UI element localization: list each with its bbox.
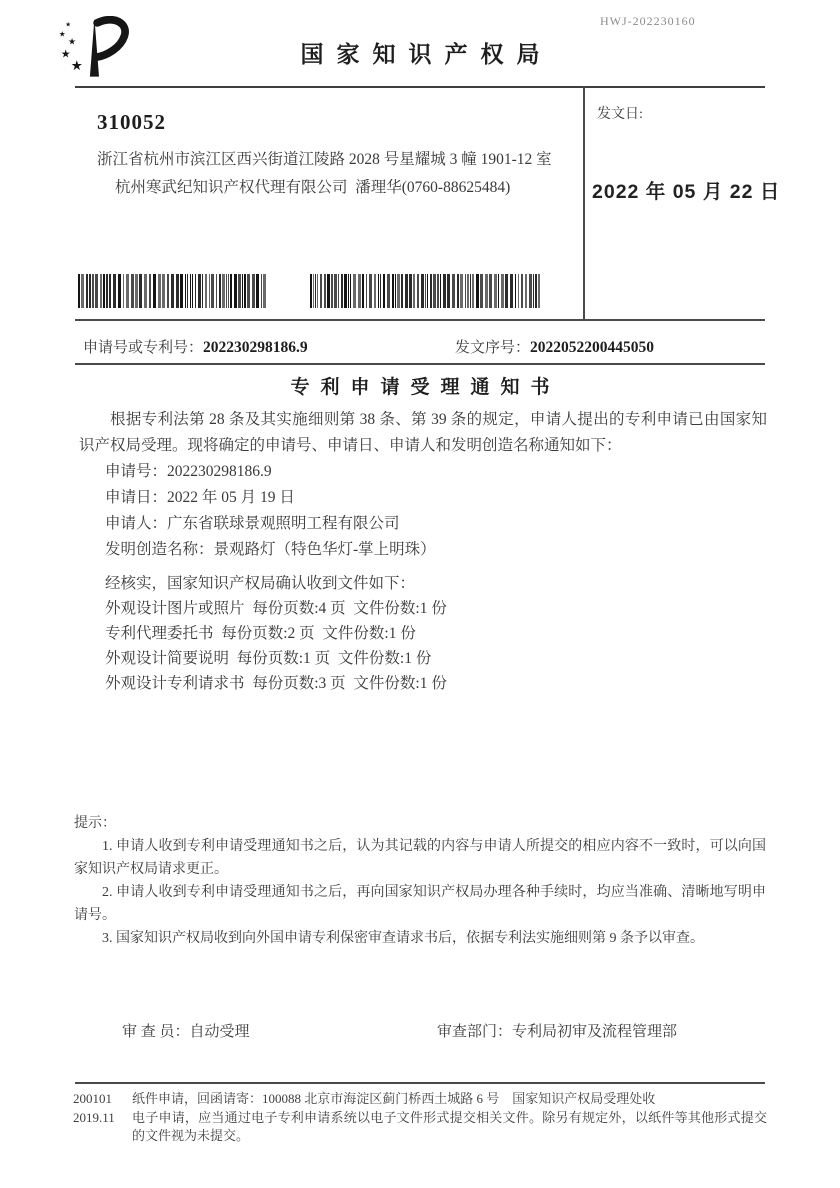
- footer: [73, 1090, 767, 1146]
- footer-divider: [75, 1082, 765, 1084]
- application-number-label: 申请号或专利号：: [83, 340, 204, 356]
- application-details-list: [105, 459, 767, 563]
- recipient-address-line1: 浙江省杭州市滨江区西兴街道江陵路 2028 号星耀城 3 幢 1901-12 室: [97, 151, 552, 168]
- logo-star-icon: ★: [68, 36, 77, 47]
- department-field: [437, 1020, 677, 1041]
- logo-star-icon: ★: [70, 58, 84, 74]
- application-number-field: [83, 336, 308, 357]
- detail-filing-date: 申请日：2022 年 05 月 19 日: [105, 489, 295, 506]
- notice-body: [79, 407, 767, 696]
- recipient-address-line2: 杭州寒武纪知识产权代理有限公司 潘理华(0760-88625484): [115, 179, 511, 196]
- header-divider: [75, 86, 765, 88]
- received-doc-item: 外观设计图片或照片 每份页数:4 页 文件份数:1 份: [105, 600, 447, 617]
- barcode-dispatch-serial: [310, 274, 542, 308]
- received-doc-item: 专利代理委托书 每份页数:2 页 文件份数:1 份: [105, 625, 416, 642]
- recipient-postcode: 310052: [97, 110, 166, 134]
- dispatch-serial-label: 发文序号：: [455, 340, 531, 356]
- intro-paragraph: 根据专利法第 28 条及其实施细则第 38 条、第 39 条的规定，申请人提出的专利申请已由国家知识产权局受理。现将确定的申请号、申请日、申请人和发明创造名称通知如下：: [79, 411, 767, 454]
- date-box-divider: [583, 86, 585, 320]
- detail-application-number: 申请号：202230298186.9: [105, 463, 272, 480]
- department-value: 专利局初审及流程管理部: [512, 1024, 678, 1040]
- footer-paper-filing-note: 纸件申请，回函请寄：100088 北京市海淀区蓟门桥西土城路 6 号 国家知识产权局受理处收: [132, 1091, 656, 1106]
- footer-form-codes: [73, 1090, 132, 1146]
- logo-star-icon: ★: [60, 48, 71, 61]
- notice-title: 专利申请受理通知书: [290, 377, 561, 398]
- detail-applicant: 申请人：广东省联球景观照明工程有限公司: [105, 515, 400, 532]
- examiner-value: 自动受理: [189, 1024, 250, 1040]
- dispatch-serial-value: 2022052200445050: [530, 339, 655, 356]
- hint-item-2: 2. 申请人收到专利申请受理通知书之后，再向国家知识产权局办理各种手续时，均应当准确、清晰地写明申请号。: [74, 885, 766, 923]
- footer-form-code: 200101: [73, 1091, 112, 1106]
- footer-efiling-note: 电子申请，应当通过电子专利申请系统以电子文件形式提交相关文件。除另有规定外，以纸件等其他形式提交的文件视为未提交。: [132, 1109, 767, 1143]
- agency-title: 国家知识产权局: [300, 41, 553, 67]
- barcode-application-number: [78, 274, 268, 308]
- detail-invention-title: 发明创造名称：景观路灯（特色华灯-掌上明珠）: [105, 541, 436, 558]
- hint-item-3: 3. 国家知识产权局收到向外国申请专利保密审查请求书后，依据专利法实施细则第 9 条予以审查。: [102, 931, 704, 946]
- logo-star-icon: ★: [65, 21, 71, 29]
- hint-item-1: 1. 申请人收到专利申请受理通知书之后，认为其记载的内容与申请人所提交的相应内容不一致时，可以向国家知识产权局请求更正。: [74, 839, 766, 877]
- logo-star-icon: ★: [58, 30, 66, 39]
- barcode-section-divider: [75, 319, 765, 321]
- meta-section-divider: [75, 363, 765, 365]
- department-label: 审查部门：: [437, 1024, 513, 1040]
- examiner-field: [122, 1020, 250, 1041]
- dispatch-date-label: 发文日:: [597, 107, 643, 122]
- received-documents-list: [105, 571, 767, 696]
- received-intro: 经核实，国家知识产权局确认收到文件如下：: [105, 575, 416, 592]
- application-number-value: 202230298186.9: [203, 339, 308, 356]
- hints-label: 提示：: [74, 816, 116, 831]
- hints-section: [74, 812, 766, 950]
- received-doc-item: 外观设计简要说明 每份页数:1 页 文件份数:1 份: [105, 650, 432, 667]
- document-ref-number: HWJ-202230160: [600, 14, 696, 28]
- footer-form-revision: 2019.11: [73, 1109, 115, 1125]
- footer-notes: [132, 1090, 767, 1146]
- dispatch-date-value: 2022 年 05 月 22 日: [592, 181, 781, 203]
- received-doc-item: 外观设计专利请求书 每份页数:3 页 文件份数:1 份: [105, 675, 447, 692]
- dispatch-serial-field: [455, 336, 654, 357]
- examiner-label: 审 查 员：: [122, 1024, 190, 1040]
